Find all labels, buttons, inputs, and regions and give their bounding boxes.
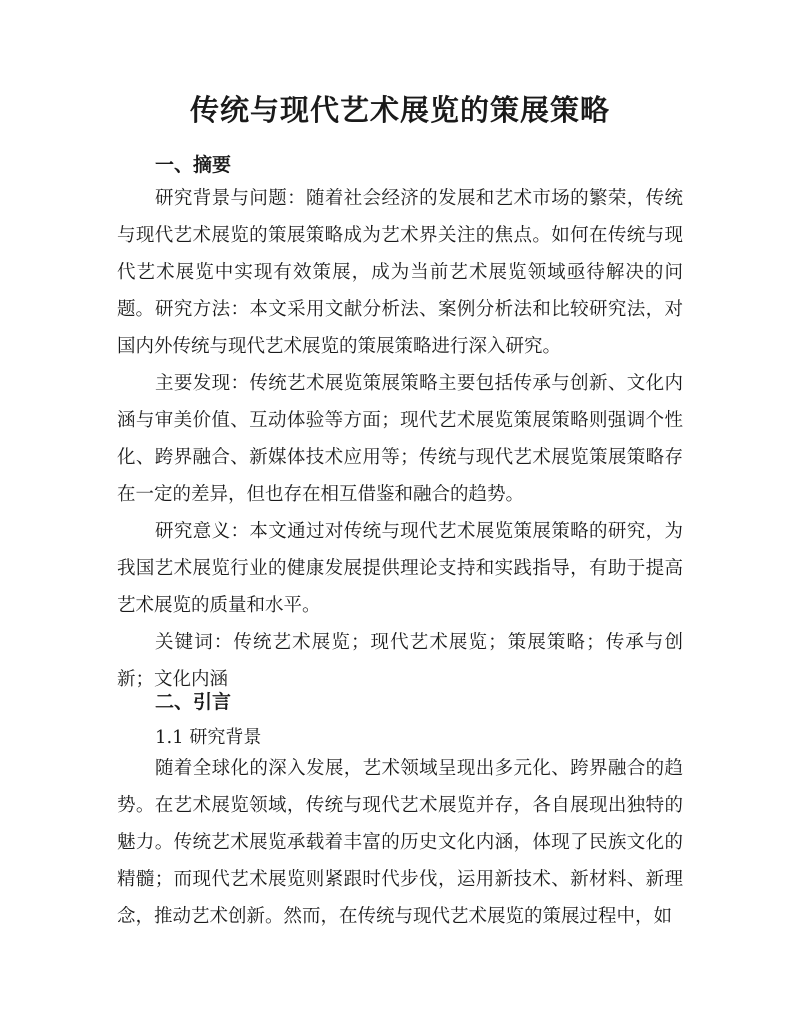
document-title: 传统与现代艺术展览的策展策略 (189, 93, 610, 127)
abstract-paragraph-background: 研究背景与问题：随着社会经济的发展和艺术市场的繁荣，传统与现代艺术展览的策展策略成为艺术界关注的焦点。如何在传统与现代艺术展览中实现有效策展，成为当前艺术展览领域亟待解决的问题。 (117, 188, 683, 320)
subsection-heading-background: 1.1 研究背景 (155, 727, 262, 748)
abstract-keywords: 关键词：传统艺术展览；现代艺术展览；策展策略；传承与创新；文化内涵 (117, 632, 683, 690)
abstract-paragraph-significance: 研究意义：本文通过对传统与现代艺术展览策展策略的研究，为我国艺术展览行业的健康发展提供理论支持和实践指导，有助于提高艺术展览的质量和水平。 (117, 521, 683, 616)
section-heading-abstract: 一、摘要 (155, 154, 232, 176)
section-heading-introduction: 二、引言 (155, 691, 232, 713)
abstract-paragraph-methods: 研究方法：本文采用文献分析法、案例分析法和比较研究法，对国内外传统与现代艺术展览的策展策略进行深入研究。 (117, 299, 683, 357)
abstract-paragraph-findings: 主要发现：传统艺术展览策展策略主要包括传承与创新、文化内涵与审美价值、互动体验等方面；现代艺术展览策展策略则强调个性化、跨界融合、新媒体技术应用等；传统与现代艺术展览策展策略存在一定的差异，但也存在相互借鉴和融合的趋势。 (117, 373, 683, 505)
introduction-paragraph: 随着全球化的深入发展，艺术领域呈现出多元化、跨界融合的趋势。在艺术展览领域，传统与现代艺术展览并存，各自展现出独特的魅力。传统艺术展览承载着丰富的历史文化内涵，体现了民族文化的精髓；而现代艺术展览则紧跟时代步伐，运用新技术、新材料、新理念，推动艺术创新。然而，在传统与现代艺术展览的策展过程中，如 (117, 758, 683, 927)
